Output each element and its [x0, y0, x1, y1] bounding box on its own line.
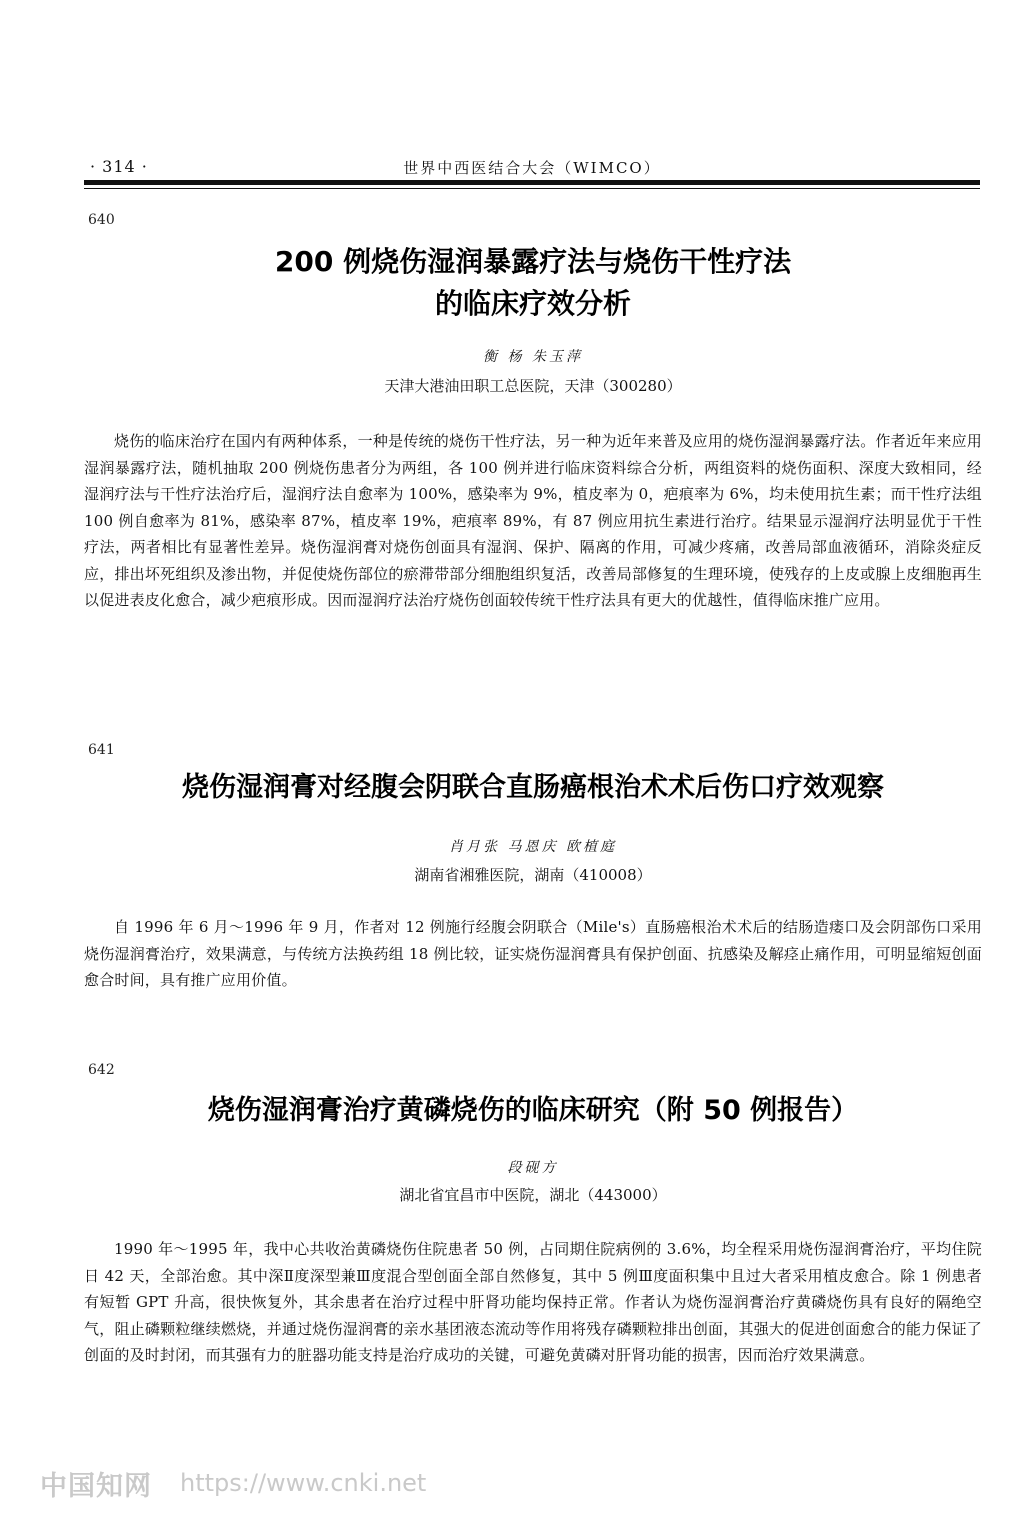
- cnki-url[interactable]: https://www.cnki.net: [180, 1469, 427, 1497]
- article-authors: 肖月张 马恩庆 欧植庭: [449, 839, 617, 855]
- article-title: 烧伤湿润膏治疗黄磷烧伤的临床研究（附 50 例报告）: [207, 1095, 859, 1126]
- article-title: 烧伤湿润膏对经腹会阴联合直肠癌根治术术后伤口疗效观察: [182, 772, 884, 803]
- page-number: · 314 ·: [90, 157, 148, 176]
- article-authors: 衡 杨 朱玉萍: [483, 349, 583, 365]
- article-title-line1: 200 例烧伤湿润暴露疗法与烧伤干性疗法: [274, 245, 792, 278]
- article-affiliation: 湖南省湘雅医院，湖南（410008）: [414, 866, 652, 884]
- header-rule-thick: [84, 180, 980, 185]
- running-title: 世界中西医结合大会（WIMCO）: [403, 159, 661, 177]
- article-authors: 段砚方: [507, 1160, 559, 1176]
- cnki-watermark: [40, 1463, 426, 1503]
- article-title-line2: 的临床疗效分析: [434, 287, 631, 320]
- cnki-logo: 中国知网: [40, 1470, 152, 1502]
- article-affiliation: 湖北省宜昌市中医院，湖北（443000）: [399, 1186, 667, 1204]
- page-header: [84, 157, 980, 179]
- article-number: 640: [88, 212, 115, 228]
- article-number: 642: [88, 1062, 115, 1078]
- article-body: 自 1996 年 6 月～1996 年 9 月，作者对 12 例施行经腹会阴联合（Mile's）直肠癌根治术术后的结肠造瘘口及会阴部伤口采用烧伤湿润膏治疗，效果满意，与传统方法换药组 18 例比较，证实烧伤湿润膏具有保护创面、抗感染及解痉止痛作用，可明显缩短创面愈合时间，具有推广应用价值。: [84, 918, 982, 989]
- header-rule-thin: [84, 188, 980, 189]
- article-number: 641: [88, 742, 115, 758]
- article-affiliation: 天津大港油田职工总医院，天津（300280）: [384, 377, 682, 395]
- article-body: 1990 年～1995 年，我中心共收治黄磷烧伤住院患者 50 例，占同期住院病例的 3.6%，均全程采用烧伤湿润膏治疗，平均住院日 42 天，全部治愈。其中深Ⅱ度深型兼Ⅲ度混合型创面全部自然修复，其中 5 例Ⅲ度面积集中且过大者采用植皮愈合。除 1 例患者有短暂 GPT 升高，很快恢复外，其余患者在治疗过程中肝肾功能均保持正常。作者认为烧伤湿润膏治疗黄磷烧伤具有良好的隔绝空气，阻止磷颗粒继续燃烧，并通过烧伤湿润膏的亲水基团液态流动等作用将残存磷颗粒排出创面，其强大的促进创面愈合的能力保证了创面的及时封闭，而其强有力的脏器功能支持是治疗成功的关键，可避免黄磷对肝肾功能的损害，因而治疗效果满意。: [84, 1240, 982, 1364]
- article-body: 烧伤的临床治疗在国内有两种体系，一种是传统的烧伤干性疗法，另一种为近年来普及应用的烧伤湿润暴露疗法。作者近年来应用湿润暴露疗法，随机抽取 200 例烧伤患者分为两组，各 100 例并进行临床资料综合分析，两组资料的烧伤面积、深度大致相同，经湿润疗法与干性疗法治疗后，湿润疗法自愈率为 100%，感染率为 9%，植皮率为 0，疤痕率为 6%，均未使用抗生素；而干性疗法组 100 例自愈率为 81%，感染率 87%，植皮率 19%，疤痕率 89%，有 87 例应用抗生素进行治疗。结果显示湿润疗法明显优于干性疗法，两者相比有显著性差异。烧伤湿润膏对烧伤创面具有湿润、保护、隔离的作用，可减少疼痛，改善局部血液循环，消除炎症反应，排出坏死组织及渗出物，并促使烧伤部位的瘀滞带部分细胞组织复活，改善局部修复的生理环境，使残存的上皮或腺上皮细胞再生以促进表皮化愈合，减少疤痕形成。因而湿润疗法治疗烧伤创面较传统干性疗法具有更大的优越性，值得临床推广应用。: [84, 432, 982, 609]
